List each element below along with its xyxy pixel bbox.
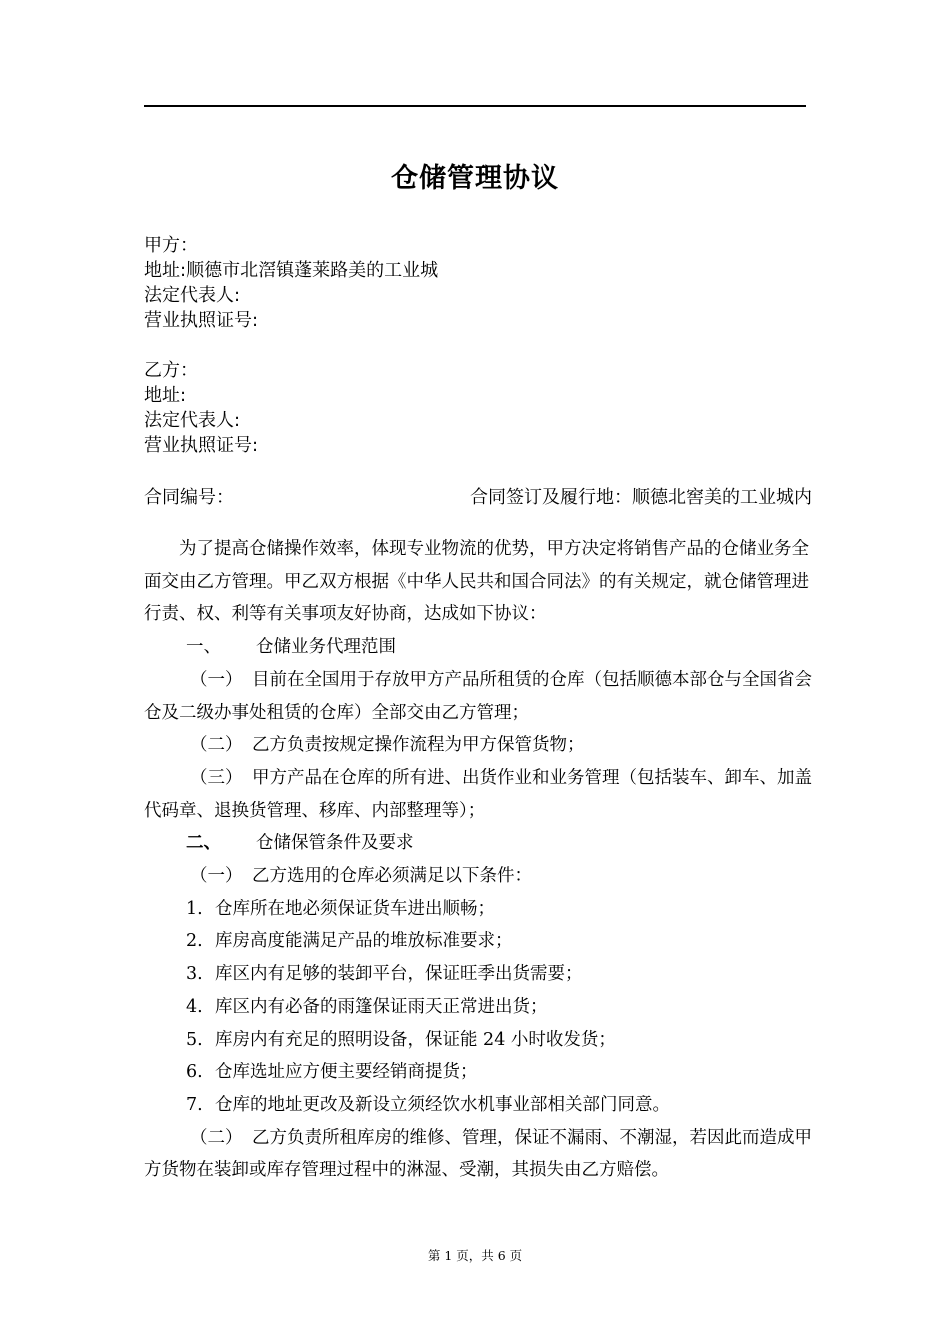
- party-a-legal-rep: 法定代表人:: [144, 285, 241, 306]
- section-2-title: 仓储保管条件及要求: [256, 833, 414, 854]
- section-1-title: 仓储业务代理范围: [256, 637, 396, 658]
- condition-item: [144, 1089, 814, 1122]
- item-text: 目前在全国用于存放甲方产品所租赁的仓库（包括顺德本部仓与全国省会仓及二级办事处租赁的仓库）全部交由乙方管理；: [144, 669, 812, 723]
- party-a-license: 营业执照证号:: [144, 310, 259, 331]
- condition-number: 7.: [186, 1094, 203, 1115]
- section-1-item-1: [144, 664, 814, 729]
- contract-number: 合同编号：: [144, 487, 234, 508]
- condition-text: 库区内有必备的雨篷保证雨天正常进出货；: [215, 996, 548, 1017]
- condition-number: 1.: [186, 898, 203, 919]
- party-b-address: 地址:: [144, 385, 187, 406]
- party-b-block: [144, 358, 258, 458]
- item-text: 乙方负责所租库房的维修、管理，保证不漏雨、不潮湿，若因此而造成甲方货物在装卸或库存管理过程中的淋湿、受潮，其损失由乙方赔偿。: [144, 1127, 812, 1181]
- party-b-license: 营业执照证号:: [144, 435, 259, 456]
- item-text: 乙方负责按规定操作流程为甲方保管货物；: [252, 735, 585, 756]
- condition-number: 5.: [186, 1029, 203, 1050]
- header-rule: [144, 105, 806, 107]
- condition-text: 库房内有充足的照明设备，保证能 24 小时收发货；: [215, 1029, 616, 1050]
- condition-text: 仓库的地址更改及新设立须经饮水机事业部相关部门同意。: [215, 1094, 670, 1115]
- section-1-item-3: [144, 762, 814, 827]
- item-text: 甲方产品在仓库的所有进、出货作业和业务管理（包括装车、卸车、加盖代码章、退换货管理、移库、内部整理等）；: [144, 767, 812, 821]
- condition-item: [144, 893, 814, 926]
- condition-number: 6.: [186, 1062, 203, 1083]
- item-number: （二）: [190, 735, 243, 756]
- condition-item: [144, 1024, 814, 1057]
- condition-text: 库房高度能满足产品的堆放标准要求；: [215, 931, 513, 952]
- section-2-sub-2: [144, 1122, 814, 1187]
- condition-item: [144, 1056, 814, 1089]
- condition-number: 4.: [186, 996, 203, 1017]
- condition-text: 库区内有足够的装卸平台，保证旺季出货需要；: [215, 964, 583, 985]
- page-footer: 第 1 页，共 6 页: [427, 1248, 523, 1263]
- document-title: 仓储管理协议: [391, 163, 559, 194]
- condition-item: [144, 991, 814, 1024]
- item-number: （一）: [190, 669, 243, 690]
- section-2-heading: [144, 827, 814, 860]
- agreement-body: [144, 533, 814, 1187]
- item-number: （一）: [190, 866, 243, 887]
- section-2-sub-1: [144, 860, 814, 893]
- condition-number: 3.: [186, 964, 203, 985]
- section-2-number: 二、: [186, 833, 221, 854]
- condition-number: 2.: [186, 931, 203, 952]
- contract-place: 合同签订及履行地：顺德北窖美的工业城内: [470, 487, 812, 508]
- item-number: （三）: [190, 767, 243, 788]
- section-1-item-2: [144, 729, 814, 762]
- item-text: 乙方选用的仓库必须满足以下条件：: [252, 866, 532, 887]
- party-a-address: 地址:顺德市北滘镇蓬莱路美的工业城: [144, 260, 439, 281]
- condition-item: [144, 958, 814, 991]
- section-1-heading: [144, 631, 814, 664]
- item-number: （二）: [190, 1127, 243, 1148]
- condition-text: 仓库选址应方便主要经销商提货；: [215, 1062, 478, 1083]
- party-a-block: [144, 233, 438, 333]
- condition-text: 仓库所在地必须保证货车进出顺畅；: [215, 898, 495, 919]
- party-b-label: 乙方：: [144, 360, 198, 381]
- section-1-number: 一、: [186, 637, 221, 658]
- party-a-label: 甲方：: [144, 235, 198, 256]
- condition-item: [144, 925, 814, 958]
- intro-paragraph: 为了提高仓储操作效率，体现专业物流的优势，甲方决定将销售产品的仓储业务全面交由乙方管理。甲乙双方根据《中华人民共和国合同法》的有关规定，就仓储管理进行责、权、利等有关事项友好协商，达成如下协议：: [144, 539, 809, 625]
- party-b-legal-rep: 法定代表人:: [144, 410, 241, 431]
